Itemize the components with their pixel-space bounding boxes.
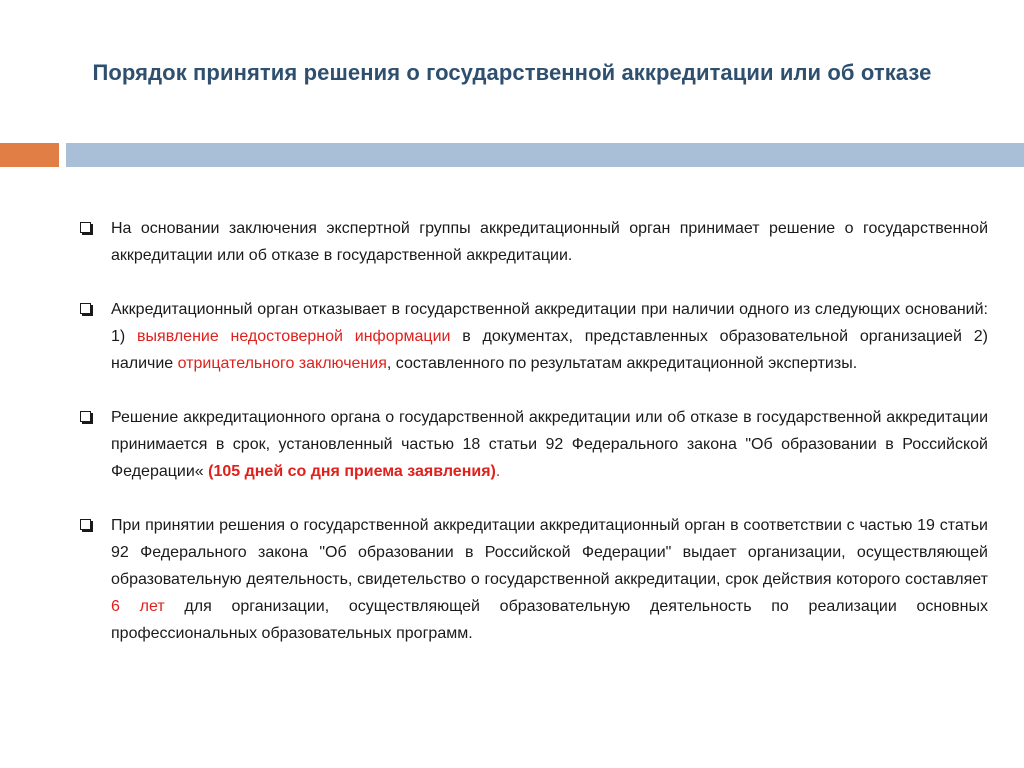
bullet-list [80,215,988,674]
accent-bar-orange [0,143,59,167]
item-text: для организации, осуществляющей образовательную деятельность по реализации основных профессиональных образовательных программ. [111,598,989,642]
accent-bar-blue [66,143,1024,167]
item-text: . [495,463,501,480]
checkbox-bullet-icon [80,303,91,314]
page-title: Порядок принятия решения о государственной аккредитации или об отказе [92,60,932,85]
list-item [80,512,988,647]
item-text: , составленного по результатам аккредитационной экспертизы. [386,355,858,372]
item-text: На основании заключения экспертной группы аккредитационный орган принимает решение о государственной аккредитации или об отказе в государственной аккредитации. [111,220,988,264]
highlight-text: (105 дней со дня приема заявления) [208,463,496,480]
checkbox-bullet-icon [80,519,91,530]
item-text: При принятии решения о государственной аккредитации аккредитационный орган в соответствии с частью 19 статьи 92 Федерального закона "Об образовании в Российской Федерации" выдает организации, осуществляющей образовательную деятельность, свидетельство о государственной аккредитации, срок действия которого составляет [111,517,988,588]
highlight-text: отрицательного заключения [177,355,387,372]
list-item [80,215,988,269]
checkbox-bullet-icon [80,222,91,233]
item-text: Аккредитационный орган отказывает в государственной аккредитации при наличии одного из следующих оснований: 1) [111,301,988,345]
list-item [80,296,988,377]
highlight-text: выявление недостоверной информации [137,328,451,345]
checkbox-bullet-icon [80,411,91,422]
list-item [80,404,988,485]
highlight-text: 6 лет [111,598,165,615]
item-text: Решение аккредитационного органа о государственной аккредитации или об отказе в государственной аккредитации принимается в срок, установленный частью 18 статьи 92 Федерального закона "Об образовании в Российской Федерации« [111,409,988,480]
item-text: в документах, представленных образовательной организацией 2) наличие [111,328,989,372]
